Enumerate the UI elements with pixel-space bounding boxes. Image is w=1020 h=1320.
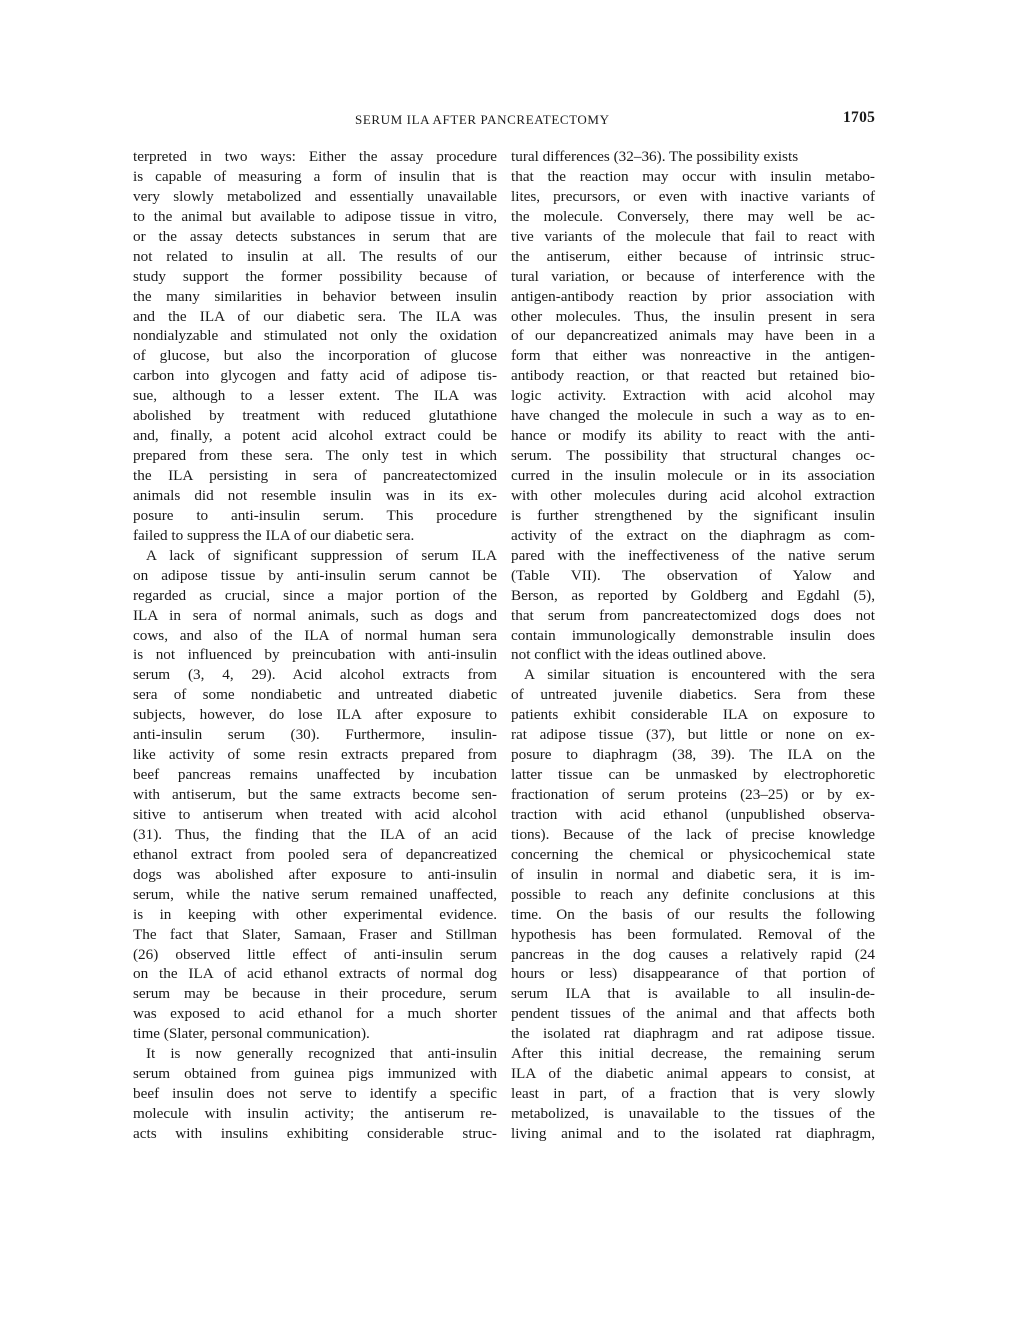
text-line: curred in the insulin molecule or in its association xyxy=(511,467,875,484)
text-line: tions). Because of the lack of precise knowledge xyxy=(511,825,875,843)
text-line: serum (3, 4, 29). Acid alcohol extracts from xyxy=(133,666,497,684)
text-line: to the animal but available to adipose tissue in vitro, xyxy=(133,207,497,225)
text-line: study support the former possibility because of xyxy=(133,267,497,285)
text-line: that the reaction may occur with insulin metabo- xyxy=(511,167,875,185)
text-line: nondialyzable and stimulated not only the oxidation xyxy=(133,327,497,345)
text-line: was exposed to acid ethanol for a much shorter xyxy=(133,1005,497,1023)
text-line: prepared from these sera. The only test in which xyxy=(133,447,497,465)
text-line: abolished by treatment with reduced glutathione xyxy=(133,407,497,425)
text-line: ethanol extract from pooled sera of depancreatized xyxy=(133,845,497,863)
text-line: (31). Thus, the finding that the ILA of an acid xyxy=(133,825,497,843)
text-line: traction with acid ethanol (unpublished observa- xyxy=(511,805,875,823)
text-line: living animal and to the isolated rat diaphragm, xyxy=(511,1124,875,1142)
text-line: sera of some nondiabetic and untreated diabetic xyxy=(133,686,497,704)
text-line: other molecules. Thus, the insulin present in sera xyxy=(511,307,875,325)
text-line: acts with insulins exhibiting considerable struc- xyxy=(133,1124,497,1142)
text-line: form that either was nonreactive in the antigen- xyxy=(511,347,875,365)
text-line: beef pancreas remains unaffected by incubation xyxy=(133,766,497,784)
text-line: logic activity. Extraction with acid alcohol may xyxy=(511,387,875,405)
text-line: of our depancreatized animals may have been in a xyxy=(511,327,875,345)
text-line: ILA in sera of normal animals, such as dogs and xyxy=(133,606,497,624)
text-line: ILA of the diabetic animal appears to consist, at xyxy=(511,1065,875,1083)
text-line: posure to diaphragm (38, 39). The ILA on the xyxy=(511,746,875,764)
text-line: not related to insulin at all. The results of our xyxy=(133,247,497,265)
text-line: and, finally, a potent acid alcohol extract could be xyxy=(133,427,497,445)
text-line: After this initial decrease, the remaining serum xyxy=(511,1045,875,1063)
text-line: of insulin in normal and diabetic sera, it is im- xyxy=(511,865,875,883)
text-line: patients exhibit considerable ILA on exposure to xyxy=(511,706,875,724)
text-line: metabolized, is unavailable to the tissues of the xyxy=(511,1105,875,1122)
text-line: the many similarities in behavior between insulin xyxy=(133,287,497,305)
text-line: failed to suppress the ILA of our diabetic sera. xyxy=(133,526,415,544)
text-line: or the assay detects substances in serum that are xyxy=(133,227,497,245)
text-line: anti-insulin serum (30). Furthermore, insulin- xyxy=(133,726,497,744)
text-line: and the ILA of our diabetic sera. The ILA was xyxy=(133,307,497,325)
text-line: antigen-antibody reaction by prior association with xyxy=(511,287,875,305)
text-line: tural variation, or because of interference with the xyxy=(511,267,875,285)
text-line: the molecule. Conversely, there may well be ac- xyxy=(511,207,875,225)
text-line: tural differences (32–36). The possibility exists xyxy=(511,148,799,165)
text-line: animals did not resemble insulin was in its ex- xyxy=(133,486,497,504)
text-line: serum, while the native serum remained unaffected, xyxy=(133,885,497,903)
text-line: that serum from pancreatectomized dogs does not xyxy=(511,606,875,624)
text-line: antibody reaction, or that reacted but retained bio- xyxy=(511,367,875,385)
text-line: very slowly metabolized and essentially unavailable xyxy=(133,187,497,205)
running-header xyxy=(0,109,1020,132)
text-line: pared with the ineffectiveness of the native serum xyxy=(511,546,875,564)
text-line: molecule with insulin activity; the antiserum re- xyxy=(133,1105,497,1122)
text-line: the antiserum, either because of intrinsic struc- xyxy=(511,247,875,265)
text-line: (26) observed little effect of anti-insulin serum xyxy=(133,945,497,963)
text-line: have changed the molecule in such a way as to en- xyxy=(511,407,875,425)
text-line: on adipose tissue by anti-insulin serum cannot be xyxy=(133,566,497,584)
text-line: of untreated juvenile diabetics. Sera from these xyxy=(511,686,875,704)
text-line: like activity of some resin extracts prepared from xyxy=(133,746,497,764)
text-line: terpreted in two ways: Either the assay procedure xyxy=(133,148,497,165)
running-title: SERUM ILA AFTER PANCREATECTOMY xyxy=(355,112,610,127)
text-line: contain immunologically demonstrable insulin does xyxy=(511,626,875,644)
text-line: carbon into glycogen and fatty acid of adipose tis- xyxy=(133,367,497,385)
text-line: sitive to antiserum when treated with acid alcohol xyxy=(133,805,497,823)
text-line: posure to anti-insulin serum. This procedure xyxy=(133,506,497,524)
left-column xyxy=(133,147,497,1144)
text-line: lites, precursors, or even with inactive variants of xyxy=(511,187,875,205)
text-line: is capable of measuring a form of insulin that is xyxy=(133,167,497,185)
text-line: serum ILA that is available to all insulin-de- xyxy=(511,985,875,1003)
text-line: fractionation of serum proteins (23–25) or by ex- xyxy=(511,786,875,803)
text-line: latter tissue can be unmasked by electrophoretic xyxy=(511,766,875,784)
text-line: not conflict with the ideas outlined above. xyxy=(511,646,767,664)
text-line: dogs was abolished after exposure to anti-insulin xyxy=(133,865,497,883)
text-line: pendent tissues of the animal and that affects both xyxy=(511,1005,875,1023)
text-line: It is now generally recognized that anti-insulin xyxy=(146,1045,497,1063)
text-line: with antiserum, but the same extracts become sen- xyxy=(133,786,497,803)
text-line: rat adipose tissue (37), but little or none on ex- xyxy=(511,726,875,744)
text-line: A lack of significant suppression of serum ILA xyxy=(146,546,497,564)
text-line: time (Slater, personal communication). xyxy=(133,1025,370,1043)
text-line: of glucose, but also the incorporation of glucose xyxy=(133,347,497,365)
text-line: is not influenced by preincubation with anti-insulin xyxy=(133,646,497,664)
text-line: is further strengthened by the significant insulin xyxy=(511,506,875,524)
text-line: activity of the extract on the diaphragm as com- xyxy=(511,526,875,544)
text-line: concerning the chemical or physicochemical state xyxy=(511,845,875,863)
text-line: the isolated rat diaphragm and rat adipose tissue. xyxy=(511,1025,875,1043)
text-line: The fact that Slater, Samaan, Fraser and Stillman xyxy=(133,925,497,943)
text-line: possible to reach any definite conclusions at this xyxy=(511,885,875,903)
text-line: A similar situation is encountered with the sera xyxy=(524,666,875,684)
page-number: 1705 xyxy=(843,109,876,126)
text-line: hypothesis has been formulated. Removal of the xyxy=(511,925,875,943)
text-line: serum may be because in their procedure, serum xyxy=(133,985,497,1003)
text-line: serum. The possibility that structural changes oc- xyxy=(511,447,875,465)
text-line: hance or modify its ability to react with the anti- xyxy=(511,427,875,445)
text-line: cows, and also of the ILA of normal human sera xyxy=(133,626,497,644)
text-line: beef insulin does not serve to identify a specific xyxy=(133,1085,497,1103)
text-line: sue, although to a lesser extent. The ILA was xyxy=(133,387,497,405)
text-line: subjects, however, do lose ILA after exposure to xyxy=(133,706,497,724)
text-line: Berson, as reported by Goldberg and Egdahl (5), xyxy=(511,586,875,604)
text-line: time. On the basis of our results the following xyxy=(511,905,875,923)
text-line: tive variants of the molecule that fail to react with xyxy=(511,227,875,245)
text-line: the ILA persisting in sera of pancreatectomized xyxy=(133,467,497,484)
text-line: (Table VII). The observation of Yalow and xyxy=(511,566,875,584)
text-line: least in part, of a fraction that is very slowly xyxy=(511,1085,875,1103)
text-line: is in keeping with other experimental evidence. xyxy=(133,905,497,923)
text-line: on the ILA of acid ethanol extracts of normal dog xyxy=(133,965,497,983)
text-line: pancreas in the dog causes a relatively rapid (24 xyxy=(511,945,875,963)
text-line: with other molecules during acid alcohol extraction xyxy=(511,486,875,504)
text-line: hours or less) disappearance of that portion of xyxy=(511,965,875,983)
text-line: regarded as crucial, since a major portion of the xyxy=(133,586,497,604)
right-column xyxy=(511,147,875,1144)
text-line: serum obtained from guinea pigs immunized with xyxy=(133,1065,497,1083)
